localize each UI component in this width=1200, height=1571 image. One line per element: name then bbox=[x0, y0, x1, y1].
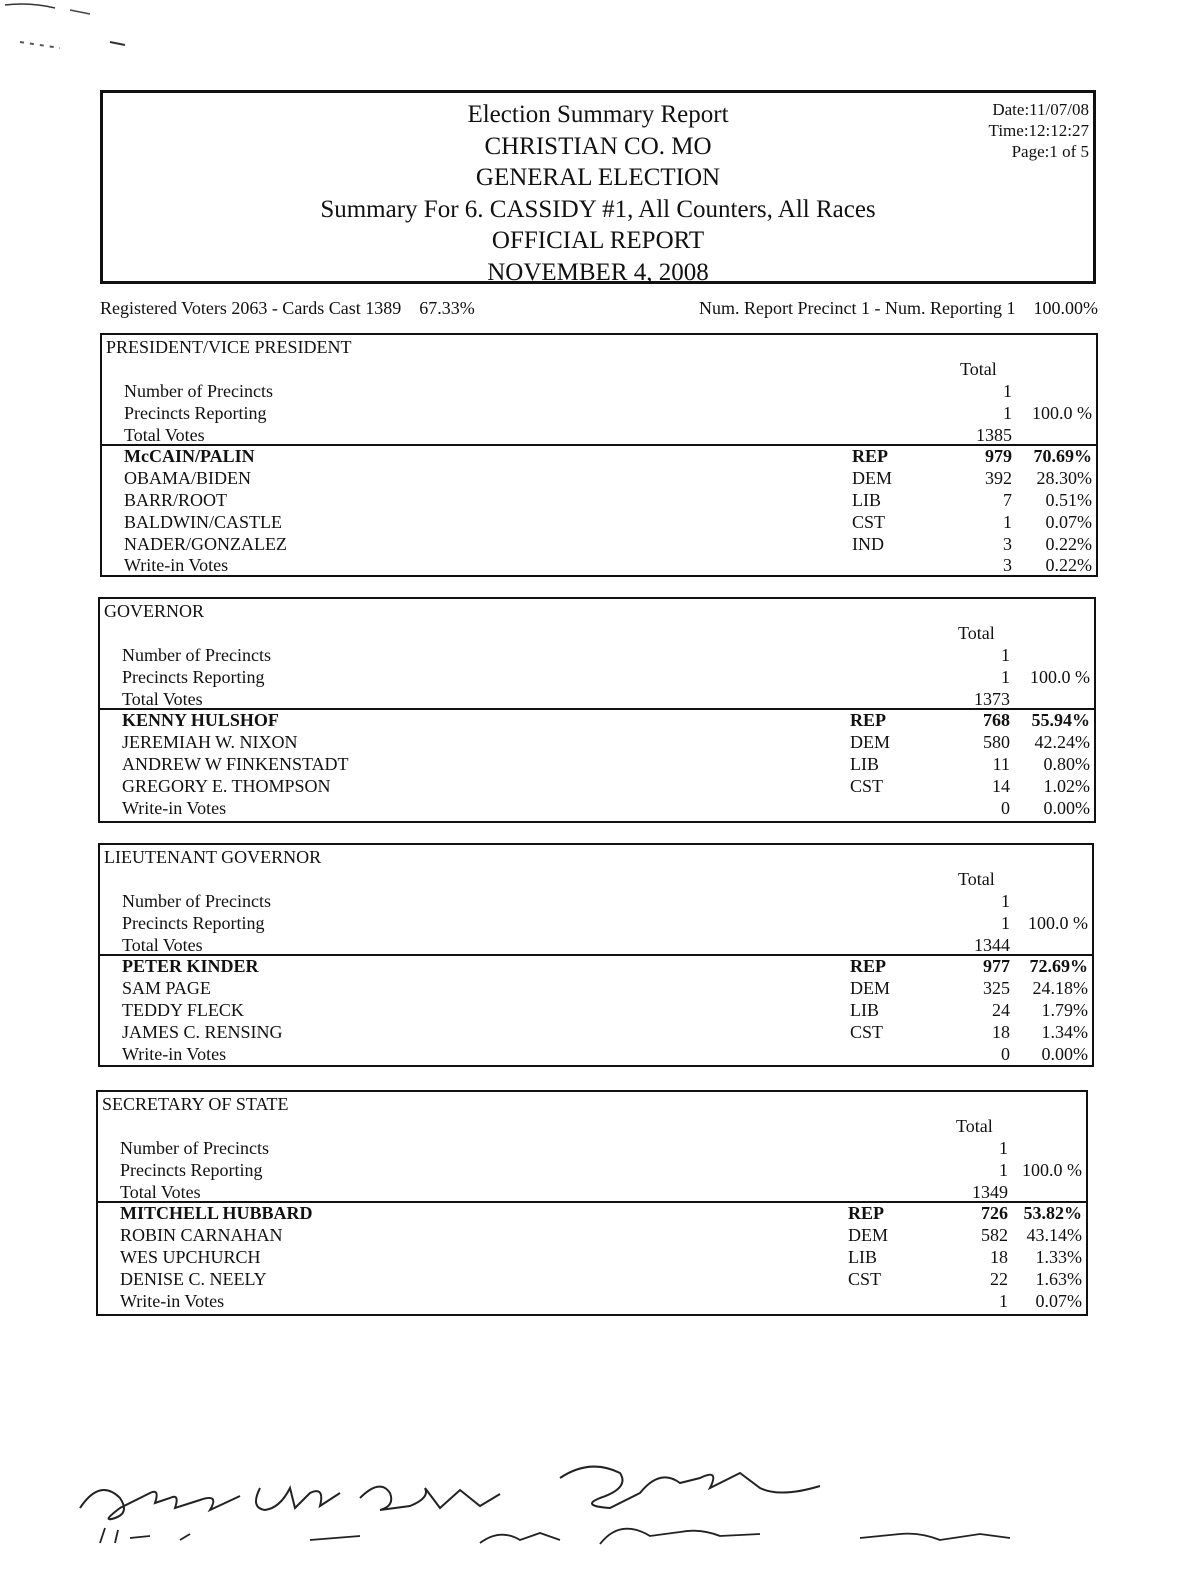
stat-row-label: Number of Precincts bbox=[124, 381, 273, 401]
vote-total: 1 bbox=[1001, 912, 1010, 933]
county-name: CHRISTIAN CO. MO bbox=[484, 132, 712, 160]
candidate-row-label: McCAIN/PALIN bbox=[124, 446, 255, 467]
vote-percent: 100.0 % bbox=[1030, 666, 1090, 687]
race-section bbox=[100, 333, 1098, 577]
header-title-block bbox=[103, 99, 1093, 288]
stat-row-label: Total Votes bbox=[122, 688, 203, 709]
candidate-row bbox=[100, 1043, 1092, 1065]
candidate-row bbox=[100, 709, 1094, 731]
candidate-row-label: GREGORY E. THOMPSON bbox=[122, 775, 331, 796]
candidate-row bbox=[100, 753, 1094, 775]
vote-total: 22 bbox=[990, 1268, 1008, 1289]
candidate-row bbox=[98, 1246, 1086, 1268]
vote-percent: 100.0 % bbox=[1032, 402, 1092, 423]
candidate-row-label: Write-in Votes bbox=[124, 555, 229, 576]
party-code: REP bbox=[852, 446, 888, 467]
party-code: REP bbox=[850, 956, 886, 977]
vote-total: 979 bbox=[985, 446, 1012, 467]
stat-row bbox=[100, 890, 1092, 912]
page-number: Page:1 of 5 bbox=[1011, 142, 1089, 161]
vote-total: 1 bbox=[1003, 402, 1012, 423]
stat-row-label: Precincts Reporting bbox=[122, 666, 265, 687]
vote-percent: 0.22% bbox=[1045, 533, 1092, 554]
vote-total: 726 bbox=[981, 1203, 1008, 1224]
party-code: DEM bbox=[852, 468, 892, 489]
candidate-row-label: NADER/GONZALEZ bbox=[124, 533, 287, 554]
candidate-row-label: TEDDY FLECK bbox=[122, 1000, 244, 1020]
vote-percent: 100.0 % bbox=[1028, 912, 1088, 933]
vote-total: 18 bbox=[992, 1021, 1010, 1042]
party-code: CST bbox=[850, 1021, 884, 1042]
candidate-row-label: JAMES C. RENSING bbox=[122, 1021, 283, 1042]
race-title: GOVERNOR bbox=[104, 601, 205, 621]
election-name: GENERAL ELECTION bbox=[475, 164, 721, 191]
stat-row-label: Number of Precincts bbox=[122, 891, 271, 911]
candidate-row-label: Write-in Votes bbox=[120, 1290, 225, 1311]
candidate-row-label: Write-in Votes bbox=[122, 1043, 227, 1064]
vote-total: 977 bbox=[983, 956, 1010, 977]
vote-total: 11 bbox=[992, 754, 1010, 774]
candidate-row bbox=[102, 554, 1096, 576]
candidate-row bbox=[98, 1290, 1086, 1312]
candidate-row bbox=[100, 797, 1094, 819]
vote-total: 7 bbox=[1003, 490, 1012, 510]
vote-percent: 1.33% bbox=[1035, 1247, 1082, 1267]
party-code: LIB bbox=[852, 490, 881, 510]
party-code: CST bbox=[850, 775, 884, 796]
vote-total: 392 bbox=[985, 468, 1012, 489]
report-date: NOVEMBER 4, 2008 bbox=[487, 258, 709, 286]
vote-percent: 0.07% bbox=[1045, 511, 1092, 532]
race-section bbox=[98, 843, 1094, 1067]
scan-artifact-marks bbox=[0, 0, 200, 80]
vote-total: 1373 bbox=[974, 688, 1010, 709]
total-column-header: Total bbox=[958, 869, 995, 889]
stat-row bbox=[100, 644, 1094, 666]
print-date: Date:11/07/08 bbox=[992, 100, 1089, 119]
candidate-row bbox=[102, 445, 1096, 467]
vote-percent: 70.69% bbox=[1033, 446, 1092, 467]
stat-row bbox=[98, 1181, 1086, 1203]
stat-row-label: Total Votes bbox=[122, 934, 203, 955]
stat-row-label: Number of Precincts bbox=[120, 1138, 269, 1158]
party-code: DEM bbox=[850, 732, 890, 753]
vote-total: 1 bbox=[999, 1138, 1008, 1158]
party-code: REP bbox=[848, 1203, 884, 1224]
vote-total: 580 bbox=[983, 732, 1010, 753]
vote-total: 0 bbox=[1001, 797, 1010, 818]
candidate-row-label: SAM PAGE bbox=[122, 978, 211, 999]
candidate-row bbox=[102, 467, 1096, 489]
vote-percent: 72.69% bbox=[1029, 956, 1088, 977]
stat-row bbox=[100, 934, 1092, 956]
vote-percent: 0.00% bbox=[1043, 797, 1090, 818]
report-title: Election Summary Report bbox=[467, 101, 729, 128]
total-column-header: Total bbox=[958, 623, 995, 643]
vote-percent: 0.22% bbox=[1045, 555, 1092, 576]
candidate-row-label: MITCHELL HUBBARD bbox=[120, 1203, 313, 1224]
candidate-row-label: BARR/ROOT bbox=[124, 490, 228, 510]
candidate-row bbox=[100, 977, 1092, 999]
stat-row-label: Precincts Reporting bbox=[124, 402, 267, 423]
stat-row bbox=[100, 688, 1094, 710]
party-code: DEM bbox=[850, 978, 890, 999]
stat-row bbox=[102, 380, 1096, 402]
report-header bbox=[100, 90, 1096, 284]
race-section bbox=[98, 597, 1096, 823]
report-type: OFFICIAL REPORT bbox=[491, 227, 705, 254]
header-meta bbox=[989, 99, 1089, 162]
stat-row-label: Precincts Reporting bbox=[120, 1159, 263, 1180]
vote-total: 14 bbox=[992, 775, 1010, 796]
stat-row-label: Total Votes bbox=[120, 1181, 201, 1202]
vote-total: 24 bbox=[992, 1000, 1010, 1020]
race-title: SECRETARY OF STATE bbox=[102, 1094, 289, 1114]
party-code: REP bbox=[850, 710, 886, 731]
candidate-row-label: WES UPCHURCH bbox=[120, 1247, 261, 1267]
stat-row bbox=[100, 666, 1094, 688]
vote-total: 325 bbox=[983, 978, 1010, 999]
stat-row bbox=[102, 402, 1096, 424]
vote-total: 3 bbox=[1003, 533, 1012, 554]
candidate-row-label: Write-in Votes bbox=[122, 797, 227, 818]
stat-row-label: Number of Precincts bbox=[122, 645, 271, 665]
summary-for: Summary For 6. CASSIDY #1, All Counters, All Races bbox=[320, 195, 876, 223]
party-code: DEM bbox=[848, 1225, 888, 1246]
candidate-row bbox=[102, 511, 1096, 533]
vote-total: 1 bbox=[1003, 381, 1012, 401]
vote-percent: 24.18% bbox=[1032, 978, 1088, 999]
stat-row bbox=[100, 912, 1092, 934]
print-time: Time:12:12:27 bbox=[988, 121, 1089, 140]
party-code: LIB bbox=[848, 1247, 877, 1267]
candidate-row-label: BALDWIN/CASTLE bbox=[124, 511, 282, 532]
vote-total: 1 bbox=[1003, 511, 1012, 532]
vote-percent: 0.07% bbox=[1035, 1290, 1082, 1311]
race-title: LIEUTENANT GOVERNOR bbox=[104, 847, 322, 867]
candidate-row bbox=[100, 775, 1094, 797]
vote-percent: 1.63% bbox=[1035, 1268, 1082, 1289]
candidate-row-label: KENNY HULSHOF bbox=[122, 710, 279, 731]
vote-total: 1 bbox=[1001, 666, 1010, 687]
candidate-row-label: OBAMA/BIDEN bbox=[124, 468, 252, 489]
candidate-row bbox=[100, 999, 1092, 1021]
party-code: CST bbox=[848, 1268, 882, 1289]
candidate-row-label: ROBIN CARNAHAN bbox=[120, 1225, 283, 1246]
handwritten-signatures bbox=[60, 1448, 1040, 1558]
vote-total: 582 bbox=[981, 1225, 1008, 1246]
stat-row bbox=[98, 1137, 1086, 1159]
vote-total: 1344 bbox=[974, 934, 1010, 955]
registered-voters-summary: Registered Voters 2063 - Cards Cast 1389 67.33% bbox=[100, 298, 475, 318]
vote-total: 0 bbox=[1001, 1043, 1010, 1064]
race-title: PRESIDENT/VICE PRESIDENT bbox=[106, 337, 352, 357]
candidate-row bbox=[100, 955, 1092, 977]
vote-percent: 1.02% bbox=[1043, 775, 1090, 796]
candidate-row bbox=[98, 1224, 1086, 1246]
vote-percent: 0.51% bbox=[1045, 490, 1092, 510]
candidate-row bbox=[98, 1202, 1086, 1224]
vote-percent: 55.94% bbox=[1031, 710, 1090, 731]
total-column-header: Total bbox=[960, 359, 997, 379]
party-code: LIB bbox=[850, 1000, 879, 1020]
vote-total: 1 bbox=[1001, 891, 1010, 911]
stat-row bbox=[102, 424, 1096, 446]
party-code: IND bbox=[852, 533, 884, 554]
candidate-row-label: DENISE C. NEELY bbox=[120, 1268, 267, 1289]
stat-row-label: Precincts Reporting bbox=[122, 912, 265, 933]
precincts-reporting-summary: Num. Report Precinct 1 - Num. Reporting 1 100.00% bbox=[699, 298, 1098, 318]
candidate-row bbox=[100, 1021, 1092, 1043]
stat-row-label: Total Votes bbox=[124, 424, 205, 445]
vote-total: 18 bbox=[990, 1247, 1008, 1267]
vote-total: 1385 bbox=[976, 424, 1012, 445]
candidate-row-label: JEREMIAH W. NIXON bbox=[122, 732, 298, 753]
party-code: CST bbox=[852, 511, 886, 532]
vote-percent: 1.79% bbox=[1041, 1000, 1088, 1020]
vote-total: 1 bbox=[1001, 645, 1010, 665]
vote-percent: 43.14% bbox=[1026, 1225, 1082, 1246]
vote-percent: 42.24% bbox=[1034, 732, 1090, 753]
race-section bbox=[96, 1090, 1088, 1316]
vote-total: 1 bbox=[999, 1159, 1008, 1180]
party-code: LIB bbox=[850, 754, 879, 774]
vote-total: 1 bbox=[999, 1290, 1008, 1311]
vote-percent: 0.80% bbox=[1043, 754, 1090, 774]
candidate-row bbox=[102, 489, 1096, 511]
vote-percent: 1.34% bbox=[1041, 1021, 1088, 1042]
candidate-row bbox=[98, 1268, 1086, 1290]
total-column-header: Total bbox=[956, 1116, 993, 1136]
vote-percent: 100.0 % bbox=[1022, 1159, 1082, 1180]
candidate-row-label: PETER KINDER bbox=[122, 956, 259, 977]
candidate-row bbox=[102, 533, 1096, 555]
vote-percent: 53.82% bbox=[1023, 1203, 1082, 1224]
candidate-row-label: ANDREW W FINKENSTADT bbox=[122, 754, 349, 774]
vote-total: 1349 bbox=[972, 1181, 1008, 1202]
stat-row bbox=[98, 1159, 1086, 1181]
candidate-row bbox=[100, 731, 1094, 753]
vote-total: 768 bbox=[983, 710, 1010, 731]
vote-percent: 28.30% bbox=[1036, 468, 1092, 489]
vote-percent: 0.00% bbox=[1041, 1043, 1088, 1064]
vote-total: 3 bbox=[1003, 555, 1012, 576]
